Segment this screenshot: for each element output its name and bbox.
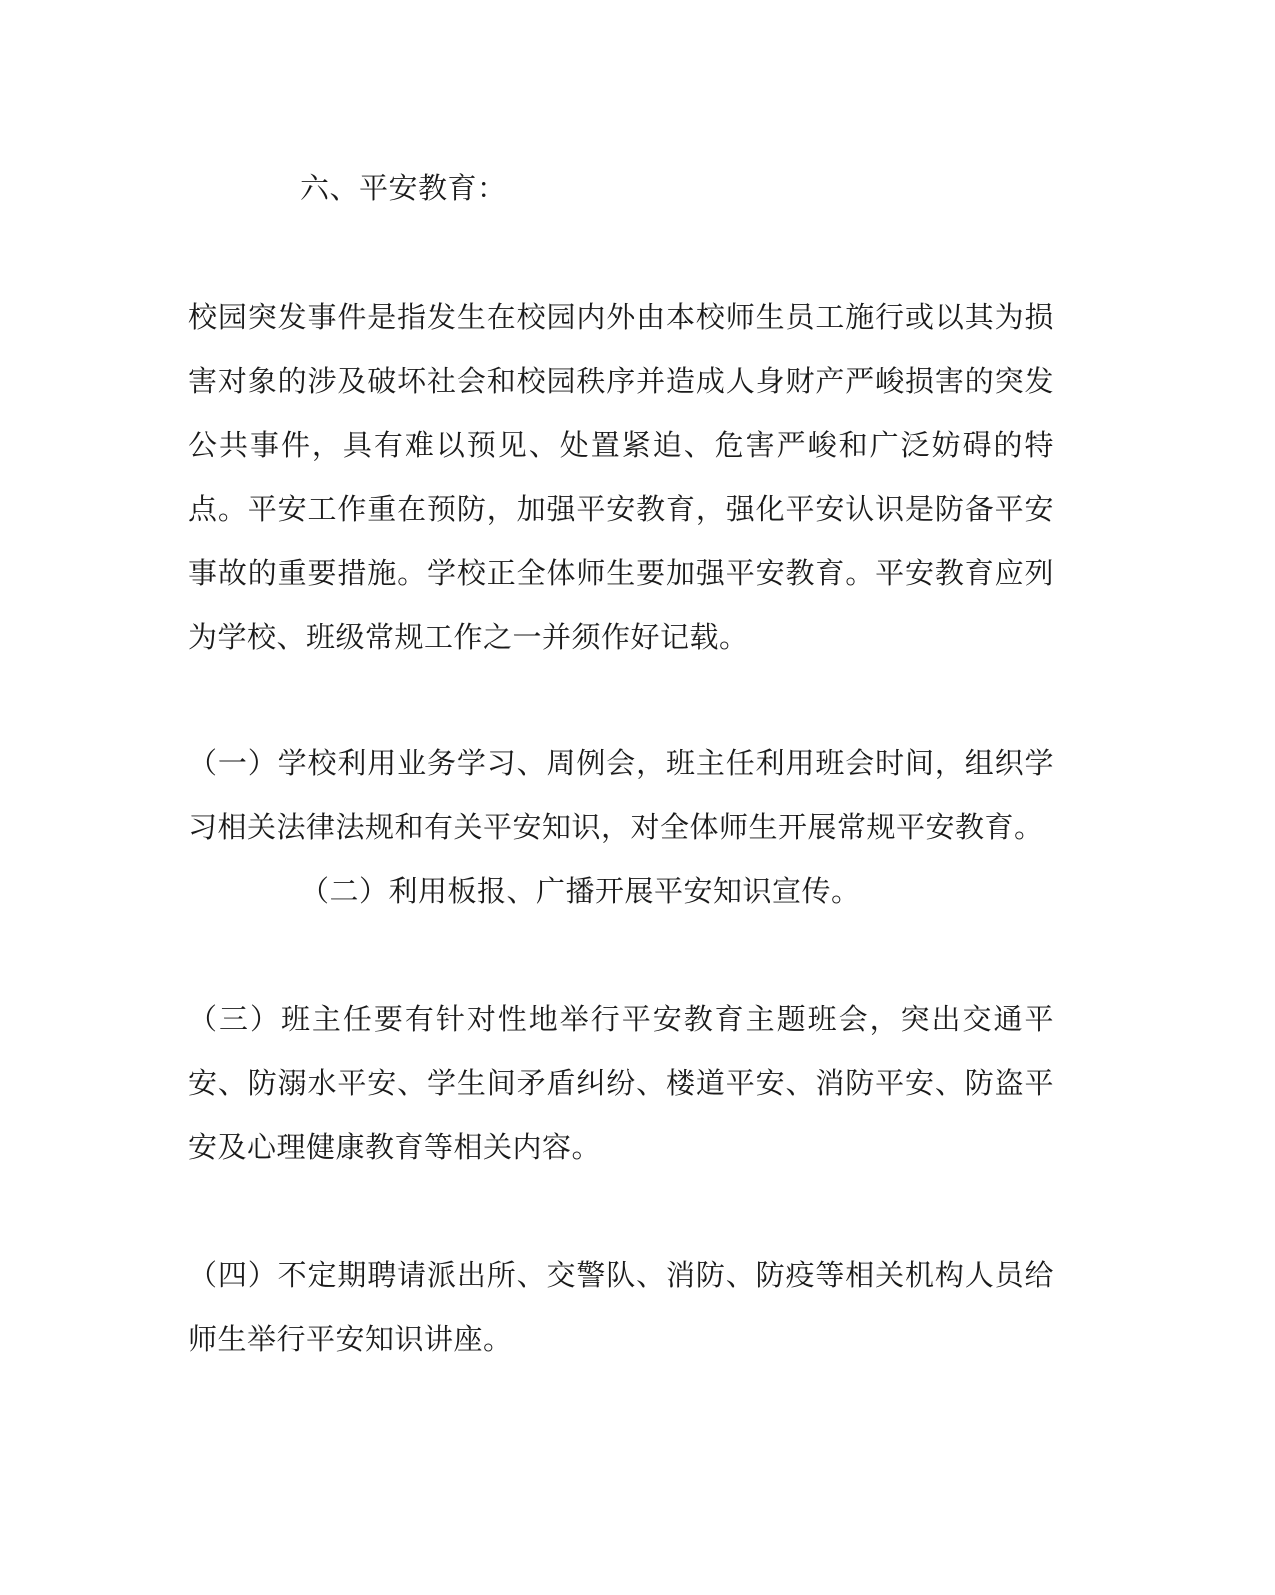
- item-two-paragraph: （二）利用板报、广播开展平安知识宣传。: [300, 874, 861, 908]
- item-four-paragraph: （四）不定期聘请派出所、交警队、消防、防疫等相关机构人员给师生举行平安知识讲座。: [188, 1258, 1054, 1356]
- intro-paragraph: 校园突发事件是指发生在校园内外由本校师生员工施行或以其为损害对象的涉及破坏社会和校园秩序并造成人身财产严峻损害的突发公共事件，具有难以预见、处置紧迫、危害严峻和广泛妨碍的特点。平安工作重在预防，加强平安教育，强化平安认识是防备平安事故的重要措施。学校正全体师生要加强平安教育。平安教育应列为学校、班级常规工作之一并须作好记载。: [188, 300, 1054, 654]
- item-three-paragraph: （三）班主任要有针对性地举行平安教育主题班会，突出交通平安、防溺水平安、学生间矛盾纠纷、楼道平安、消防平安、防盗平安及心理健康教育等相关内容。: [188, 1002, 1054, 1164]
- item-one-paragraph: （一）学校利用业务学习、周例会，班主任利用班会时间，组织学习相关法律法规和有关平安知识，对全体师生开展常规平安教育。: [188, 746, 1054, 844]
- section-heading: 六、平安教育：: [300, 171, 507, 205]
